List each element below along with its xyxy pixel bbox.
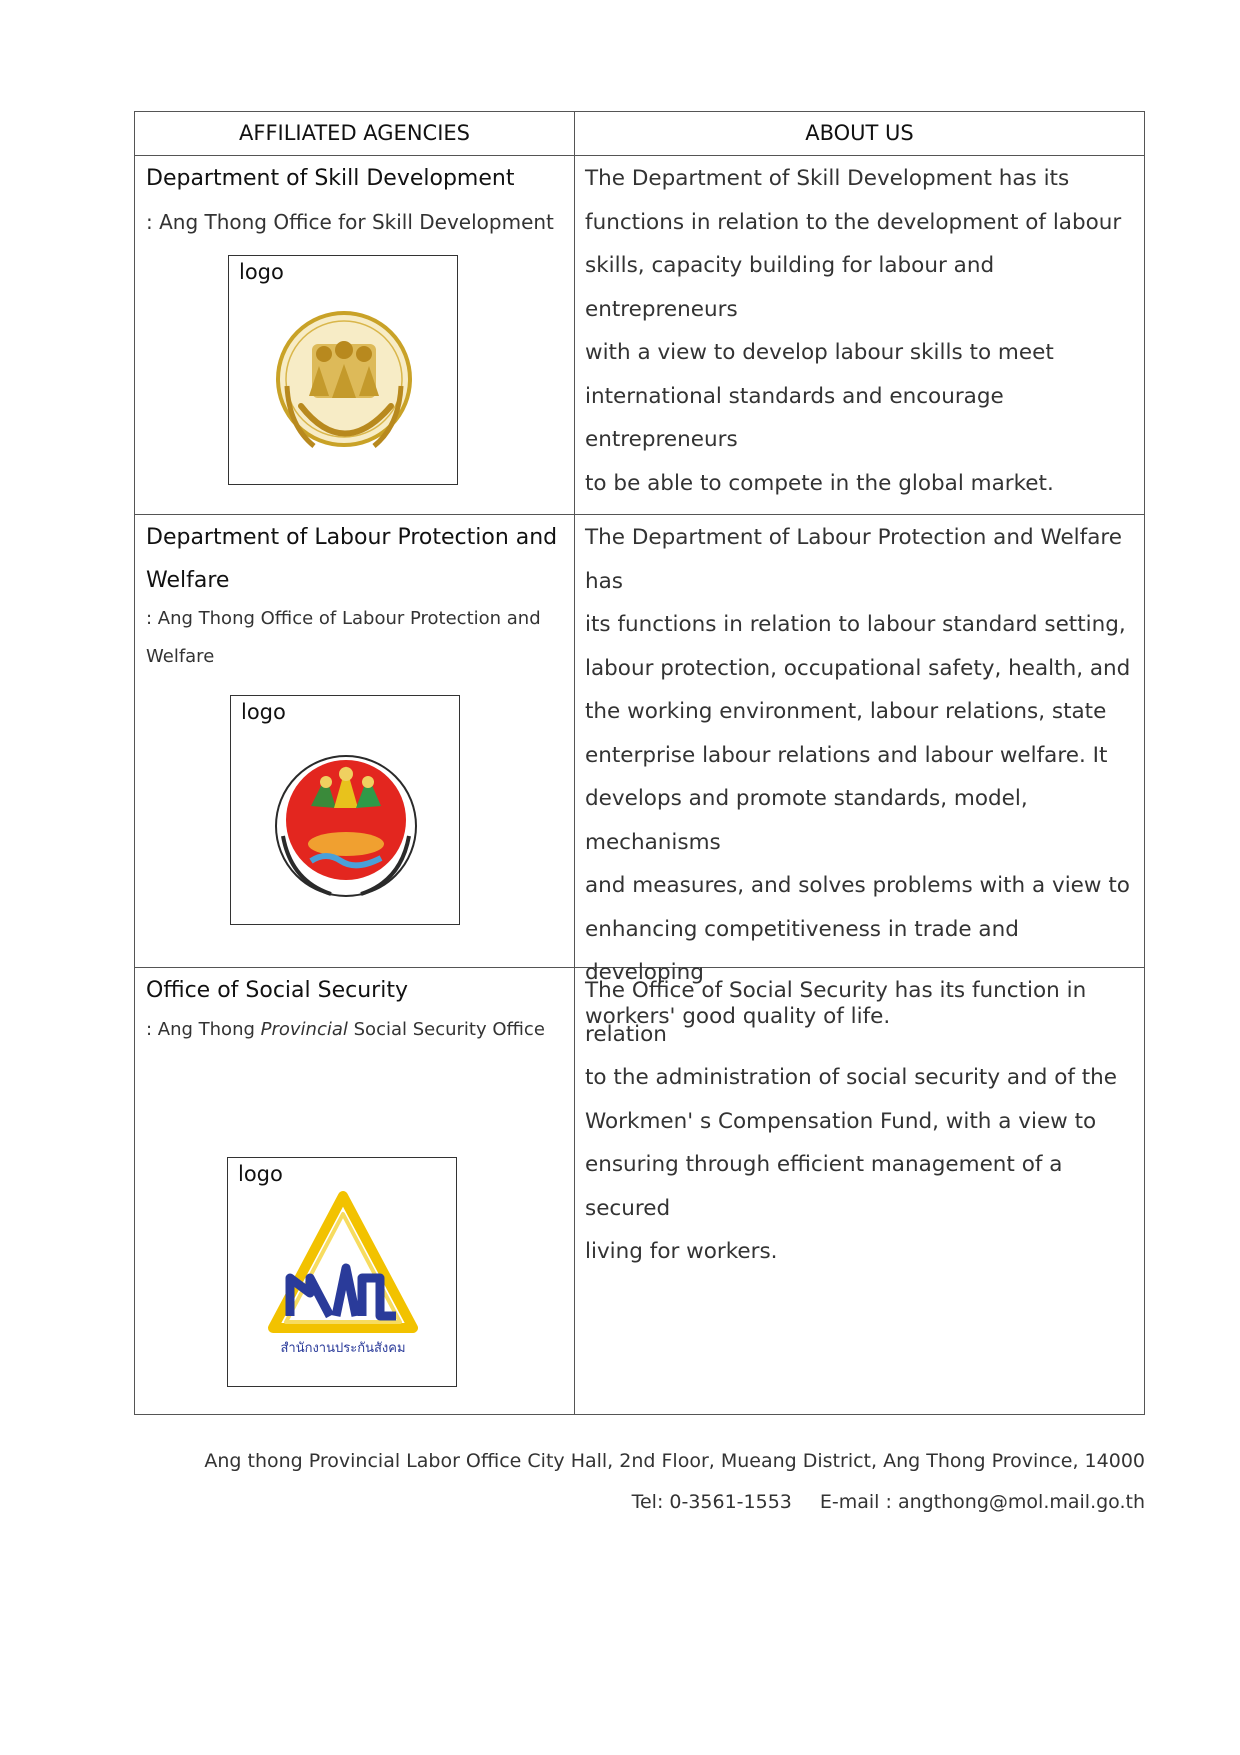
about-line: The Office of Social Security has its function in relation (585, 978, 1087, 1047)
labour-protection-seal-icon (231, 696, 461, 926)
about-line: the working environment, labour relations, state (585, 699, 1107, 724)
about-line: develops and promote standards, model, mechanisms (585, 786, 1028, 855)
about-line: its functions in relation to labour standard setting, (585, 612, 1126, 637)
office-italic: Provincial (260, 1019, 348, 1040)
about-line: workers' good quality of life. (585, 1003, 891, 1029)
logo-box-skill-development (228, 255, 458, 485)
agency-name-skill-development: Department of Skill Development (146, 166, 515, 191)
about-line: Workmen' s Compensation Fund, with a view to (585, 1108, 1097, 1134)
logo-label: logo (241, 700, 286, 724)
about-labour-protection (585, 516, 1140, 1038)
about-line: enhancing competitiveness in trade and developing (585, 916, 1019, 985)
agency-office-labour-protection: : Ang Thong Office of Labour Protection and (146, 608, 541, 629)
about-line: labour protection, occupational safety, health, and (585, 655, 1131, 681)
agency-office-skill-development: : Ang Thong Office for Skill Development (146, 210, 554, 234)
office-prefix: : Ang Thong (146, 1019, 261, 1040)
footer-contact (632, 1491, 1145, 1513)
logo-box-labour-protection (230, 695, 460, 925)
footer-email: E-mail : angthong@mol.mail.go.th (819, 1491, 1145, 1513)
agencies-table (134, 111, 1145, 1415)
footer-address: Ang thong Provincial Labor Office City Hall, 2nd Floor, Mueang District, Ang Thong Province, 14000 (204, 1450, 1145, 1472)
about-line: skills, capacity building for labour and entrepreneurs (585, 253, 995, 322)
office-suffix: Social Security Office (347, 1019, 545, 1040)
about-line: ensuring through efficient management of a secured (585, 1152, 1063, 1221)
row-divider-1 (135, 514, 1144, 515)
about-line: living for workers. (585, 1239, 778, 1264)
header-about-us: ABOUT US (805, 121, 914, 145)
agency-name-social-security: Office of Social Security (146, 978, 408, 1003)
social-security-logo-text: สำนักงานประกันสังคม (280, 1341, 406, 1356)
about-line: and measures, and solves problems with a view to (585, 873, 1130, 898)
about-line: enterprise labour relations and labour welfare. It (585, 742, 1108, 768)
about-social-security (585, 969, 1140, 1274)
about-line: functions in relation to the development of labour (585, 209, 1122, 235)
social-security-logo-icon (228, 1158, 458, 1388)
agency-office-social-security (146, 1011, 545, 1049)
agency-name-labour-protection: Department of Labour Protection and (146, 525, 558, 550)
about-line: to be able to compete in the global market. (585, 470, 1054, 496)
about-line: to the administration of social security and of the (585, 1065, 1118, 1090)
about-line: The Department of Labour Protection and Welfare has (585, 525, 1122, 594)
column-divider (574, 112, 575, 1414)
header-affiliated-agencies: AFFILIATED AGENCIES (239, 121, 470, 145)
about-line: The Department of Skill Development has its (585, 166, 1070, 191)
skill-development-seal-icon (229, 256, 459, 486)
header-divider (135, 155, 1144, 156)
logo-label: logo (238, 1162, 283, 1186)
agency-name-labour-protection-cont: Welfare (146, 568, 230, 593)
agency-office-labour-protection-cont: Welfare (146, 646, 215, 667)
logo-box-social-security (227, 1157, 457, 1387)
logo-label: logo (239, 260, 284, 284)
footer-tel: Tel: 0-3561-1553 (631, 1491, 792, 1513)
about-line: with a view to develop labour skills to meet (585, 340, 1054, 365)
about-line: international standards and encourage entrepreneurs (585, 383, 1004, 452)
about-skill-development (585, 157, 1140, 505)
